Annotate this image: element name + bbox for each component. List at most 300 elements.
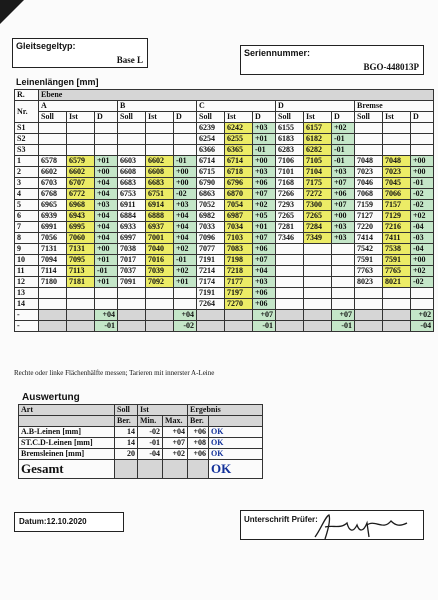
table-cell: 6239 [197,123,225,134]
table-cell [383,134,411,145]
table-cell: 7046 [355,178,383,189]
table-cell: 7054 [225,200,253,211]
table-cell: +07 [253,189,276,200]
row-label: 2 [15,167,39,178]
table-cell: 7023 [355,167,383,178]
table-cell [383,310,411,321]
table-cell: 6914 [146,200,174,211]
table-cell [118,310,146,321]
table-body [15,123,434,332]
column-subheader: Ist [383,112,411,123]
table-cell: +00 [95,167,118,178]
row-label: 10 [15,255,39,266]
evaluation-table [18,404,263,479]
table-cell: 6714 [197,156,225,167]
table-cell: 7214 [197,266,225,277]
table-row [15,288,434,299]
table-cell: 6157 [304,123,332,134]
table-cell: 6965 [39,200,67,211]
table-cell: -01 [95,266,118,277]
table-cell: +03 [253,167,276,178]
table-cell: 6772 [67,189,95,200]
table-cell [174,145,197,156]
table-cell [332,299,355,310]
table-cell: +03 [174,200,197,211]
column-subheader: D [332,112,355,123]
total-blank-4 [188,460,209,479]
table-cell: +07 [332,310,355,321]
table-row [15,255,434,266]
table-cell [39,299,67,310]
table-cell: +04 [95,189,118,200]
table-cell [67,310,95,321]
table-cell: 7104 [304,167,332,178]
row-label: - [15,310,39,321]
glider-type-box [12,38,148,68]
group-header: A [39,101,118,112]
table-cell: 7270 [225,299,253,310]
table-cell: 6911 [118,200,146,211]
column-subheader: Soll [197,112,225,123]
table-cell: 7017 [118,255,146,266]
table-cell: 6282 [304,145,332,156]
table-cell: +06 [332,189,355,200]
table-cell: 7197 [225,288,253,299]
table-cell [197,310,225,321]
table-cell: -02 [411,200,434,211]
table-cell: +07 [253,310,276,321]
table-cell: 7266 [276,189,304,200]
table-cell: 6884 [118,211,146,222]
table-cell [118,288,146,299]
table-cell: 7272 [304,189,332,200]
table-cell [174,299,197,310]
date-text: Datum:12.10.2020 [19,517,87,526]
serial-number-value: BGO-448013P [363,62,419,72]
table-cell: -01 [332,156,355,167]
table-cell [304,288,332,299]
table-row [15,145,434,156]
table-cell [383,288,411,299]
table-cell [332,244,355,255]
eval-blank-sub2 [209,416,263,427]
table-cell: 7129 [383,211,411,222]
table-cell: 6995 [67,222,95,233]
table-row [15,189,434,200]
table-cell: 6863 [197,189,225,200]
table-cell [225,310,253,321]
table-cell: 6715 [197,167,225,178]
table-cell [146,288,174,299]
table-cell [304,299,332,310]
table-cell [411,288,434,299]
table-row [15,211,434,222]
table-cell: 7191 [197,288,225,299]
table-cell: 6790 [197,178,225,189]
table-cell: 6703 [39,178,67,189]
table-cell [67,123,95,134]
table-cell [146,134,174,145]
row-label: S2 [15,134,39,145]
table-cell: +06 [253,299,276,310]
table-cell [146,123,174,134]
row-label: 14 [15,299,39,310]
table-cell: 6602 [39,167,67,178]
table-cell [95,299,118,310]
table-cell: +01 [95,156,118,167]
table-cell [146,310,174,321]
table-cell: +03 [332,222,355,233]
table-cell [39,145,67,156]
table-cell: +02 [411,211,434,222]
table-cell: -01 [174,255,197,266]
column-subheader: Soll [39,112,67,123]
table-cell: 7066 [383,189,411,200]
table-cell: 7300 [304,200,332,211]
table-cell: 7077 [197,244,225,255]
table-cell: 7040 [146,244,174,255]
table-cell [304,266,332,277]
table-cell: 7218 [225,266,253,277]
table-cell: -02 [174,321,197,332]
table-cell: 6937 [146,222,174,233]
eval-ber-cell: +06 [188,427,209,438]
table-cell [197,321,225,332]
eval-art-cell: Bremsleinen [mm] [19,449,115,460]
table-cell: 7060 [67,233,95,244]
table-cell: -01 [332,321,355,332]
table-cell [355,123,383,134]
measurement-note: Rechte oder linke Flächenhälfte messen; Tarieren mit innerster A-Leine [14,369,215,377]
table-cell: 7542 [355,244,383,255]
table-cell: 7180 [39,277,67,288]
table-cell [67,321,95,332]
eval-soll-header: Soll [115,405,138,416]
table-cell: -02 [411,189,434,200]
table-cell [118,299,146,310]
handwritten-signature [311,511,421,541]
table-cell: +01 [95,277,118,288]
table-cell: +02 [332,123,355,134]
column-subheader: Soll [118,112,146,123]
total-blank-3 [163,460,188,479]
table-cell: 7177 [225,277,253,288]
signature-label: Unterschrift Prüfer: [244,515,318,524]
table-cell [276,255,304,266]
table-cell: +04 [95,211,118,222]
table-cell: +00 [411,156,434,167]
eval-result-cell: OK [209,427,263,438]
table-cell: 7096 [197,233,225,244]
table-cell: +06 [253,288,276,299]
total-label: Gesamt [19,460,115,479]
table-cell [383,145,411,156]
summary-row [15,310,434,321]
table-cell: +03 [253,277,276,288]
row-label: 8 [15,233,39,244]
glider-type-label: Gleitsegeltyp: [16,41,76,51]
table-cell: +06 [253,244,276,255]
table-cell: 6602 [146,156,174,167]
table-cell: +03 [95,200,118,211]
table-cell: 7414 [355,233,383,244]
table-cell [411,145,434,156]
table-cell: 6602 [67,167,95,178]
table-cell [332,255,355,266]
table-cell: 7591 [355,255,383,266]
table-cell: +00 [174,178,197,189]
group-header: D [276,101,355,112]
eval-body [19,427,263,460]
eval-blank-sub [19,416,115,427]
table-cell: 7220 [355,222,383,233]
table-cell: 6182 [304,134,332,145]
table-cell: 6870 [225,189,253,200]
table-cell: 6714 [225,156,253,167]
table-cell: +04 [174,211,197,222]
evaluation-title: Auswertung [22,392,80,403]
table-cell: 7091 [118,277,146,288]
serial-number-label: Seriennummer: [244,48,311,58]
table-cell: 7174 [197,277,225,288]
table-cell: 6997 [118,233,146,244]
table-cell: 7127 [355,211,383,222]
table-cell: 6933 [118,222,146,233]
column-subheader: Soll [355,112,383,123]
column-subheader: D [253,112,276,123]
eval-row [19,427,263,438]
table-cell [146,321,174,332]
table-cell: +04 [174,310,197,321]
table-cell [276,244,304,255]
subheader-row [15,112,434,123]
row-label: S1 [15,123,39,134]
table-cell: +01 [174,277,197,288]
eval-ist-header: Ist [138,405,188,416]
table-cell [411,123,434,134]
eval-art-header: Art [19,405,115,416]
table-cell [39,288,67,299]
table-cell: +00 [411,255,434,266]
eval-max-sub: Max. [163,416,188,427]
table-cell: 7191 [197,255,225,266]
table-row [15,222,434,233]
table-cell: 6683 [118,178,146,189]
table-cell: 6796 [225,178,253,189]
table-row [15,244,434,255]
table-cell [411,299,434,310]
column-subheader: Ist [67,112,95,123]
table-cell [225,321,253,332]
table-cell [146,299,174,310]
table-cell [95,123,118,134]
nr-header: Nr. [15,101,39,123]
table-cell: +00 [332,211,355,222]
total-blank-2 [138,460,163,479]
table-cell: 7105 [304,156,332,167]
table-row [15,266,434,277]
table-cell [332,277,355,288]
table-cell: +04 [174,222,197,233]
table-cell: +01 [253,134,276,145]
table-cell [67,134,95,145]
total-blank-1 [115,460,138,479]
table-cell: 8021 [383,277,411,288]
table-cell [95,288,118,299]
table-cell: 6991 [39,222,67,233]
group-header: C [197,101,276,112]
table-cell [174,288,197,299]
table-cell [146,145,174,156]
table-cell: +04 [253,266,276,277]
eval-result-cell: OK [209,449,263,460]
table-row [15,178,434,189]
table-cell [355,134,383,145]
table-cell [39,134,67,145]
column-subheader: Soll [276,112,304,123]
eval-ber-sub: Ber. [115,416,138,427]
table-cell: 7181 [67,277,95,288]
table-cell: 6768 [39,189,67,200]
table-cell: 7101 [276,167,304,178]
table-cell: 7538 [383,244,411,255]
table-cell: +00 [95,244,118,255]
table-cell [118,134,146,145]
eval-ber2-sub: Ber. [188,416,209,427]
table-cell: +02 [411,310,434,321]
table-cell: 7068 [355,189,383,200]
row-label: 11 [15,266,39,277]
column-subheader: Ist [146,112,174,123]
table-cell: +02 [174,266,197,277]
table-cell: 7114 [39,266,67,277]
column-subheader: D [411,112,434,123]
table-cell: +01 [95,255,118,266]
eval-max-cell: +02 [163,449,188,460]
table-cell: 6578 [39,156,67,167]
row-label: 1 [15,156,39,167]
table-cell [383,321,411,332]
table-cell: 7034 [225,222,253,233]
table-cell: 6242 [225,123,253,134]
eval-max-cell: +07 [163,438,188,449]
table-cell: +02 [174,244,197,255]
table-cell: -01 [95,321,118,332]
table-cell: 7095 [67,255,95,266]
table-cell [304,255,332,266]
table-cell: 6603 [118,156,146,167]
table-cell [174,123,197,134]
table-cell: 6718 [225,167,253,178]
table-cell: 6968 [67,200,95,211]
table-cell: 6365 [225,145,253,156]
table-cell [95,145,118,156]
table-cell: -01 [253,321,276,332]
eval-max-cell: +04 [163,427,188,438]
table-cell [332,266,355,277]
table-cell: 7016 [146,255,174,266]
eval-art-cell: A.B-Leinen [mm] [19,427,115,438]
table-cell: 7092 [146,277,174,288]
table-cell [304,321,332,332]
table-cell: 7159 [355,200,383,211]
table-cell: -02 [174,189,197,200]
table-row [15,233,434,244]
table-cell: 7265 [276,211,304,222]
serial-number-box [240,45,424,75]
table-cell: 7103 [225,233,253,244]
row-label: 6 [15,211,39,222]
table-cell: 6753 [118,189,146,200]
table-cell: +04 [95,222,118,233]
total-result: OK [209,460,263,479]
table-cell: +02 [411,266,434,277]
table-cell [355,321,383,332]
table-cell: 7284 [304,222,332,233]
table-cell [95,134,118,145]
table-cell: 7033 [197,222,225,233]
table-cell: 6683 [146,178,174,189]
table-cell: +07 [332,200,355,211]
table-cell: 6254 [197,134,225,145]
table-cell [39,123,67,134]
table-cell: 7039 [146,266,174,277]
table-cell: 6707 [67,178,95,189]
table-cell [332,288,355,299]
table-cell: 7281 [276,222,304,233]
table-cell: +07 [332,178,355,189]
table-cell: 7763 [355,266,383,277]
table-cell: 6255 [225,134,253,145]
table-cell: 7131 [67,244,95,255]
table-cell: +04 [95,310,118,321]
eval-art-cell: ST.C.D-Leinen [mm] [19,438,115,449]
table-cell [276,321,304,332]
eval-min-sub: Min. [138,416,163,427]
table-cell: -02 [411,277,434,288]
group-header-row [15,101,434,112]
eval-min-cell: -04 [138,449,163,460]
table-cell: 7023 [383,167,411,178]
eval-soll-cell: 14 [115,438,138,449]
table-cell: 7293 [276,200,304,211]
table-cell [118,321,146,332]
row-label: 12 [15,277,39,288]
row-label: 5 [15,200,39,211]
table-cell: 8023 [355,277,383,288]
table-cell: 7056 [39,233,67,244]
table-cell [304,244,332,255]
table-cell: -03 [411,233,434,244]
date-box [14,512,124,532]
glider-type-value: Base L [116,55,143,65]
table-cell: +02 [253,200,276,211]
table-cell: 7216 [383,222,411,233]
table-cell: 7349 [304,233,332,244]
table-cell: 7198 [225,255,253,266]
table-cell: 7113 [67,266,95,277]
table-cell: 6751 [146,189,174,200]
column-subheader: D [95,112,118,123]
table-cell: 6987 [225,211,253,222]
table-cell [67,299,95,310]
row-label: 3 [15,178,39,189]
table-cell [355,145,383,156]
table-row [15,134,434,145]
table-row [15,156,434,167]
table-cell [383,123,411,134]
table-cell: 7157 [383,200,411,211]
